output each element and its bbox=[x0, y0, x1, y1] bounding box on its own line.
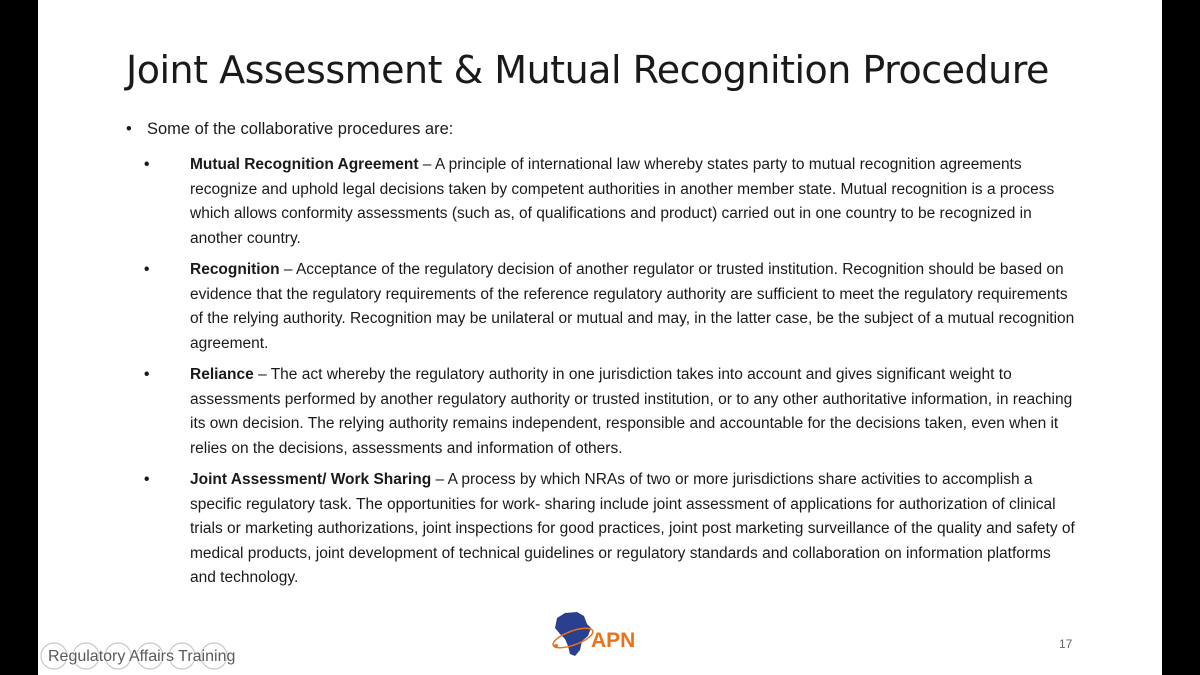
africa-map-icon bbox=[555, 612, 591, 656]
procedure-list bbox=[144, 153, 1076, 598]
bullet-icon: • bbox=[144, 471, 150, 488]
bullet-icon: • bbox=[144, 366, 150, 383]
slide-title: Joint Assessment & Mutual Recognition Procedure bbox=[126, 48, 1049, 92]
item-term: Joint Assessment/ Work Sharing bbox=[190, 471, 432, 488]
item-definition: – A process by which NRAs of two or more jurisdictions share activities to accomplish a specific regulatory task. The opportunities for work- sharing include joint assessment of applications for authorization of clinical trials or marketing authorizations, joint inspections for good practices, joint post marketing surveillance of the quality and safety of medical products, joint development of technical guidelines or regulatory standards and collaboration on information platforms and technology. bbox=[190, 471, 1075, 586]
intro-text: Some of the collaborative procedures are: bbox=[147, 120, 454, 138]
bullet-icon: • bbox=[144, 261, 150, 278]
list-item bbox=[144, 258, 1076, 356]
africa-map-logo bbox=[551, 608, 659, 660]
presenter-footer bbox=[38, 640, 238, 675]
footer-label: Regulatory Affairs Training bbox=[48, 648, 236, 665]
apn-logo bbox=[551, 608, 659, 660]
orbit-dot-icon bbox=[554, 644, 558, 648]
list-item bbox=[144, 153, 1076, 251]
list-item bbox=[144, 468, 1076, 591]
logo-text: APN bbox=[591, 629, 636, 652]
item-definition: – The act whereby the regulatory authority in one jurisdiction takes into account and gives significant weight to assessments performed by another regulatory authority or trusted institution, or to any other authoritative information, in reaching its own decision. The relying authority remains independent, responsible and accountable for the decisions taken, even when it relies on the decisions, assessments and information of others. bbox=[190, 366, 1073, 457]
bullet-icon: • bbox=[144, 156, 150, 173]
item-term: Recognition bbox=[190, 261, 280, 278]
item-term: Mutual Recognition Agreement bbox=[190, 156, 419, 173]
item-term: Reliance bbox=[190, 366, 254, 383]
page-number: 17 bbox=[1059, 637, 1073, 651]
item-definition: – Acceptance of the regulatory decision of another regulator or trusted institution. Recognition should be based on evidence that the regulatory requirements of the reference regulatory authority are sufficient to meet the regulatory requirements of the relying authority. Recognition may be unilateral or mutual and may, in the latter case, be the subject of a mutual recognition agreement. bbox=[190, 261, 1075, 352]
item-definition: – A principle of international law whereby states party to mutual recognition agreements recognize and uphold legal decisions taken by competent authorities in another member state. Mutual recognition is a process which allows conformity assessments (such as, of qualifications and product) carried out in one country to be recognized in another country. bbox=[190, 156, 1055, 247]
slide bbox=[38, 0, 1162, 675]
bullet-icon: • bbox=[126, 120, 132, 138]
list-item bbox=[144, 363, 1076, 461]
